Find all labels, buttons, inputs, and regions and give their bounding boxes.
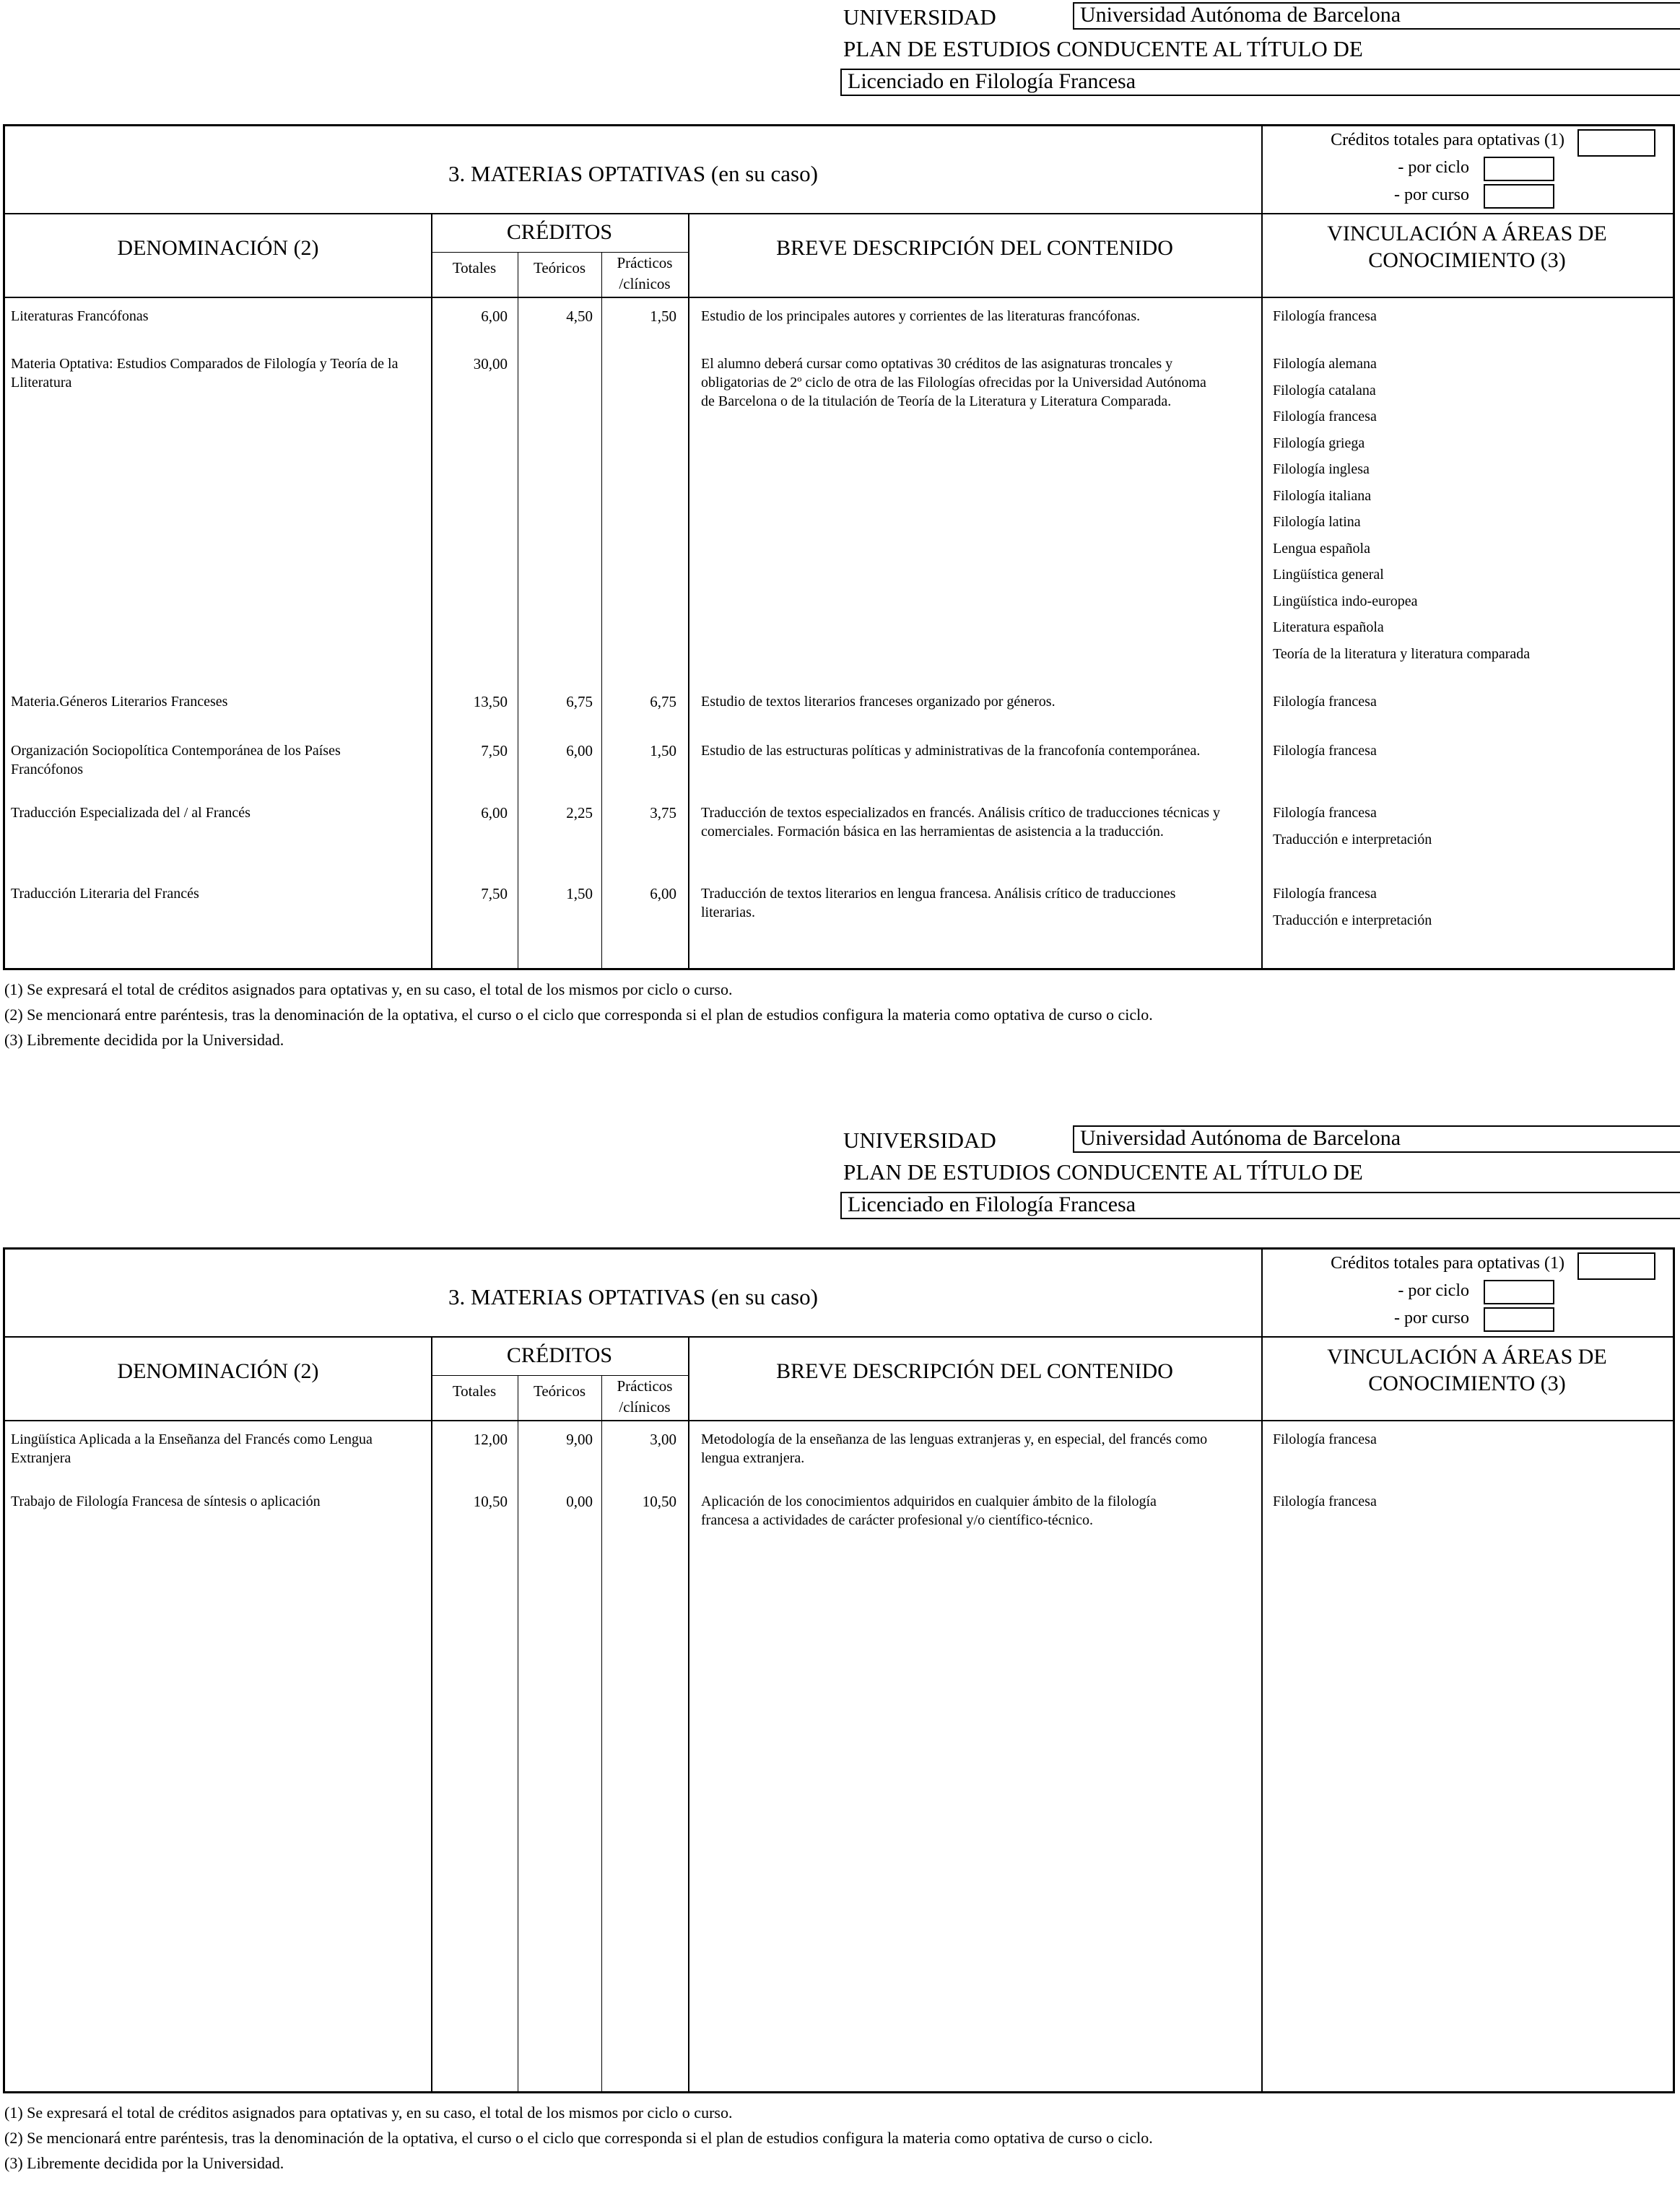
col-totales: Totales bbox=[452, 259, 497, 276]
por-ciclo-label: - por ciclo bbox=[1398, 158, 1469, 177]
row1-areas: Filología francesa bbox=[1273, 308, 1377, 324]
por-ciclo-label: - por ciclo bbox=[1398, 1281, 1469, 1300]
col-denominacion: DENOMINACIÓN (2) bbox=[117, 236, 319, 260]
row4-descripcion: Estudio de las estructuras políticas y administrativas de la francofonía contemporánea. bbox=[701, 743, 1201, 759]
table-title: 3. MATERIAS OPTATIVAS (en su caso) bbox=[448, 1284, 818, 1309]
row2-practicos: 10,50 bbox=[642, 1493, 676, 1510]
col-teoricos: Teóricos bbox=[533, 259, 586, 276]
titulo-value: Licenciado en Filología Francesa bbox=[840, 69, 1680, 96]
row2-denominacion: Materia Optativa: Estudios Comparados de Filología y Teoría de la Lliteratura bbox=[11, 356, 399, 391]
row1-descripcion: Metodología de la enseñanza de las lenguas extranjeras y, en especial, del francés como lengua extranjera. bbox=[701, 1431, 1208, 1466]
col-teoricos: Teóricos bbox=[533, 1382, 586, 1400]
row3-descripcion: Estudio de textos literarios franceses organizado por géneros. bbox=[701, 694, 1056, 710]
universidad-label: UNIVERSIDAD bbox=[843, 4, 996, 30]
footnote-2: (2) Se mencionará entre paréntesis, tras la denominación de la optativa, el curso o el ciclo que corresponda si el plan de estudios configura la materia como optativa de curso o ciclo. bbox=[4, 2129, 1153, 2147]
row2-areas: Filología alemana Filología catalana Filología francesa Filología griega Filología inglesa Filología italiana Filología latina Lengua española Lingüística general Lingüística indo-europea Literatura española Teoría de la literatura y literatura comparada bbox=[1273, 356, 1531, 662]
table-title: 3. MATERIAS OPTATIVAS (en su caso) bbox=[448, 161, 818, 186]
row3-totales: 13,50 bbox=[473, 693, 508, 710]
col-descripcion: BREVE DESCRIPCIÓN DEL CONTENIDO bbox=[776, 1359, 1173, 1383]
universidad-value: Universidad Autónoma de Barcelona bbox=[1073, 1125, 1680, 1153]
row1-descripcion: Estudio de los principales autores y corrientes de las literaturas francófonas. bbox=[701, 308, 1141, 324]
row1-denominacion: Lingüística Aplicada a la Enseñanza del Francés como Lengua Extranjera bbox=[11, 1431, 373, 1466]
por-ciclo-box bbox=[1484, 157, 1554, 181]
row3-practicos: 6,75 bbox=[650, 693, 676, 710]
col-totales: Totales bbox=[452, 1382, 497, 1400]
row4-denominacion: Organización Sociopolítica Contemporánea de los Países Francófonos bbox=[11, 743, 341, 777]
row5-practicos: 3,75 bbox=[650, 804, 676, 821]
universidad-label: UNIVERSIDAD bbox=[843, 1128, 996, 1153]
plan-label: PLAN DE ESTUDIOS CONDUCENTE AL TÍTULO DE bbox=[843, 1159, 1363, 1185]
row4-teoricos: 6,00 bbox=[566, 742, 593, 759]
row1-denominacion: Literaturas Francófonas bbox=[11, 308, 149, 324]
row6-descripcion: Traducción de textos literarios en lengua francesa. Análisis crítico de traducciones literarias. bbox=[701, 886, 1176, 920]
col-clinicos: /clínicos bbox=[619, 275, 671, 292]
row2-teoricos: 0,00 bbox=[566, 1493, 593, 1510]
footnote-1: (1) Se expresará el total de créditos asignados para optativas y, en su caso, el total de los mismos por ciclo o curso. bbox=[4, 980, 733, 998]
row5-teoricos: 2,25 bbox=[566, 804, 593, 821]
page-1 bbox=[0, 0, 1680, 1083]
col-vinculacion-1: VINCULACIÓN A ÁREAS DE bbox=[1327, 1345, 1607, 1369]
col-practicos: Prácticos bbox=[617, 1377, 673, 1395]
col-creditos: CRÉDITOS bbox=[506, 220, 613, 244]
footnote-3: (3) Libremente decidida por la Universidad. bbox=[4, 1031, 284, 1049]
creditos-totales-label: Créditos totales para optativas (1) bbox=[1331, 1254, 1564, 1273]
row5-descripcion: Traducción de textos especializados en francés. Análisis crítico de traducciones técnicas y comerciales. Formación básica en las herramientas de asistencia a la traducción. bbox=[701, 805, 1221, 840]
row3-denominacion: Materia.Géneros Literarios Franceses bbox=[11, 694, 228, 710]
row2-descripcion: Aplicación de los conocimientos adquiridos en cualquier ámbito de la filología francesa a actividades de carácter profesional y/o científico-técnico. bbox=[701, 1494, 1157, 1528]
creditos-totales-label: Créditos totales para optativas (1) bbox=[1331, 131, 1564, 149]
row1-teoricos: 9,00 bbox=[566, 1431, 593, 1448]
footnote-3: (3) Libremente decidida por la Universidad. bbox=[4, 2154, 284, 2172]
row1-practicos: 1,50 bbox=[650, 308, 676, 325]
por-curso-label: - por curso bbox=[1394, 1309, 1469, 1327]
row5-totales: 6,00 bbox=[481, 804, 508, 821]
row6-areas: Filología francesa Traducción e interpretación bbox=[1273, 886, 1432, 928]
row1-areas: Filología francesa bbox=[1273, 1431, 1377, 1447]
col-clinicos: /clínicos bbox=[619, 1398, 671, 1416]
optativas-table bbox=[3, 1247, 1675, 2093]
optativas-table bbox=[3, 124, 1675, 970]
col-practicos: Prácticos bbox=[617, 254, 673, 271]
row6-practicos: 6,00 bbox=[650, 885, 676, 902]
row6-totales: 7,50 bbox=[481, 885, 508, 902]
row3-areas: Filología francesa bbox=[1273, 694, 1377, 710]
por-curso-label: - por curso bbox=[1394, 186, 1469, 204]
universidad-value: Universidad Autónoma de Barcelona bbox=[1073, 2, 1680, 30]
footnote-2: (2) Se mencionará entre paréntesis, tras la denominación de la optativa, el curso o el ciclo que corresponda si el plan de estudios configura la materia como optativa de curso o ciclo. bbox=[4, 1006, 1153, 1024]
row1-teoricos: 4,50 bbox=[566, 308, 593, 325]
row2-denominacion: Trabajo de Filología Francesa de síntesis o aplicación bbox=[11, 1494, 321, 1509]
row2-areas: Filología francesa bbox=[1273, 1494, 1377, 1509]
col-vinculacion-1: VINCULACIÓN A ÁREAS DE bbox=[1327, 222, 1607, 245]
col-creditos: CRÉDITOS bbox=[506, 1343, 613, 1367]
row4-practicos: 1,50 bbox=[650, 742, 676, 759]
row3-teoricos: 6,75 bbox=[566, 693, 593, 710]
footnote-1: (1) Se expresará el total de créditos asignados para optativas y, en su caso, el total de los mismos por ciclo o curso. bbox=[4, 2103, 733, 2122]
creditos-totales-box bbox=[1577, 129, 1655, 157]
col-denominacion: DENOMINACIÓN (2) bbox=[117, 1359, 319, 1383]
row2-totales: 30,00 bbox=[473, 355, 508, 372]
row1-totales: 6,00 bbox=[481, 308, 508, 325]
row5-areas: Filología francesa Traducción e interpretación bbox=[1273, 805, 1432, 847]
por-curso-box bbox=[1484, 1307, 1554, 1332]
col-vinculacion-2: CONOCIMIENTO (3) bbox=[1368, 1372, 1566, 1395]
col-vinculacion-2: CONOCIMIENTO (3) bbox=[1368, 248, 1566, 272]
col-descripcion: BREVE DESCRIPCIÓN DEL CONTENIDO bbox=[776, 236, 1173, 260]
row4-areas: Filología francesa bbox=[1273, 743, 1377, 759]
por-curso-box bbox=[1484, 184, 1554, 209]
por-ciclo-box bbox=[1484, 1280, 1554, 1304]
row1-practicos: 3,00 bbox=[650, 1431, 676, 1448]
row2-totales: 10,50 bbox=[473, 1493, 508, 1510]
row1-totales: 12,00 bbox=[473, 1431, 508, 1448]
row6-teoricos: 1,50 bbox=[566, 885, 593, 902]
row5-denominacion: Traducción Especializada del / al Francés bbox=[11, 805, 251, 821]
row4-totales: 7,50 bbox=[481, 742, 508, 759]
plan-label: PLAN DE ESTUDIOS CONDUCENTE AL TÍTULO DE bbox=[843, 36, 1363, 61]
row6-denominacion: Traducción Literaria del Francés bbox=[11, 886, 199, 902]
page-2 bbox=[0, 1123, 1680, 2206]
titulo-value: Licenciado en Filología Francesa bbox=[840, 1192, 1680, 1219]
creditos-totales-box bbox=[1577, 1252, 1655, 1280]
row2-descripcion: El alumno deberá cursar como optativas 30 créditos de las asignaturas troncales y obligatorias de 2º ciclo de otra de las Filologías ofrecidas por la Universidad Autónoma de Barcelona o de la titulación de Teoría de la Literatura y Literatura Comparada. bbox=[701, 356, 1206, 409]
